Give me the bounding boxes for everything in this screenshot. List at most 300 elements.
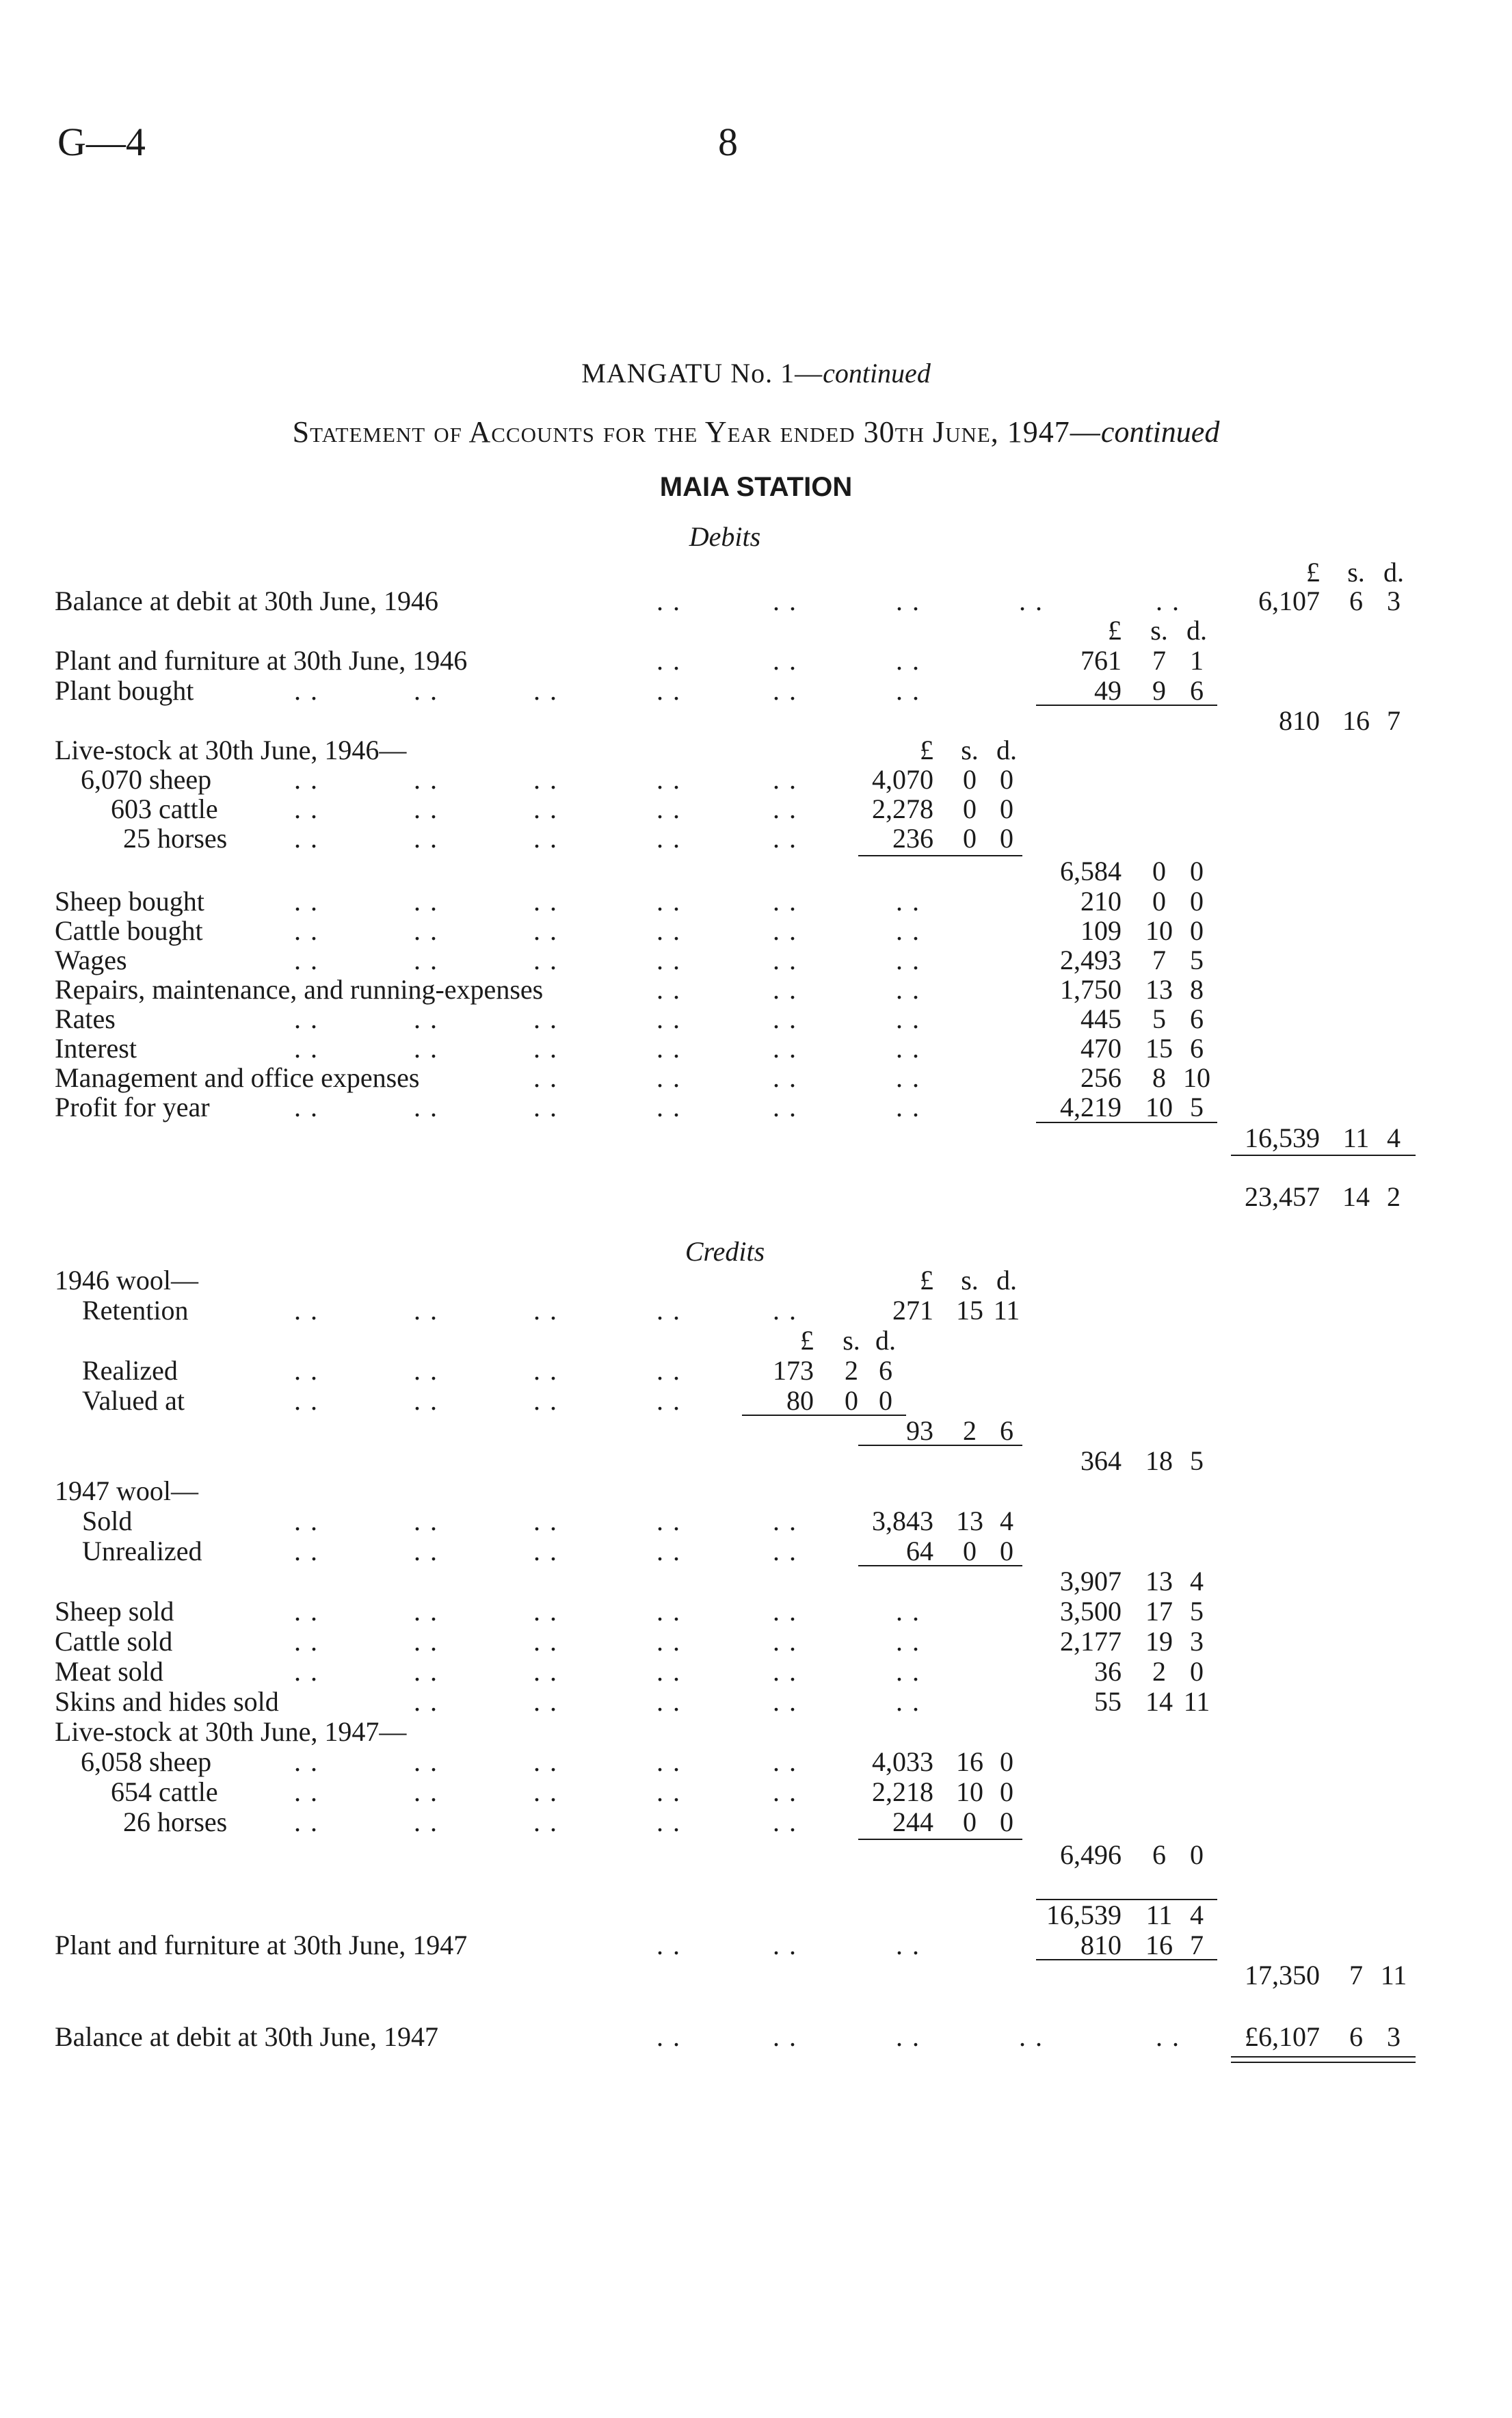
- balance-1946-pence: 3: [1387, 586, 1401, 616]
- debit-item-label: Wages: [55, 945, 127, 975]
- credit-item-shillings: 14: [1145, 1686, 1173, 1717]
- page-code: G—4: [57, 120, 146, 164]
- debit-item-pence: 6: [1190, 1003, 1204, 1034]
- dot-leader: . .: [414, 945, 438, 975]
- livestock-1947-total-shillings: 6: [1152, 1839, 1166, 1870]
- balance-1946-label: Balance at debit at 30th June, 1946: [55, 586, 438, 616]
- debit-item-shillings: 15: [1145, 1033, 1173, 1064]
- dot-leader: . .: [773, 1686, 797, 1717]
- dot-leader: . .: [896, 1596, 920, 1627]
- shillings-heading: s.: [961, 1265, 979, 1296]
- dot-leader: . .: [656, 1355, 681, 1386]
- dot-leader: . .: [656, 1930, 681, 1960]
- balance-1947-pounds: £6,107: [1245, 2021, 1320, 2052]
- dot-leader: . .: [294, 764, 319, 795]
- unrealized-label: Unrealized: [82, 1536, 202, 1566]
- dot-leader: . .: [896, 1033, 920, 1064]
- dot-leader: . .: [533, 1355, 558, 1386]
- livestock-1947-value-shillings: 16: [956, 1746, 983, 1777]
- realized-pence: 6: [879, 1355, 892, 1386]
- credits-subtotal-pence: 4: [1190, 1900, 1204, 1930]
- dot-leader: . .: [533, 1686, 558, 1717]
- wool-1947-total-pence: 4: [1190, 1566, 1204, 1596]
- balance-1947-pence: 3: [1387, 2021, 1401, 2052]
- dot-leader: . .: [773, 764, 797, 795]
- dot-leader: . .: [773, 1062, 797, 1093]
- dot-leader: . .: [294, 1596, 319, 1627]
- valued-at-shillings: 0: [845, 1385, 858, 1416]
- livestock-1947-total-pounds: 6,496: [1060, 1839, 1122, 1870]
- dot-leader: . .: [773, 915, 797, 946]
- dot-leader: . .: [414, 823, 438, 854]
- station-name: MAIA STATION: [659, 472, 853, 502]
- realized-difference-pence: 6: [1000, 1415, 1013, 1446]
- dot-leader: . .: [294, 886, 319, 917]
- plant-total-shillings: 16: [1342, 705, 1370, 736]
- dot-leader: . .: [294, 1626, 319, 1657]
- livestock-1946-value-pence: 0: [1000, 764, 1013, 795]
- livestock-1947-value-pence: 0: [1000, 1806, 1013, 1837]
- pounds-heading: £: [920, 735, 933, 765]
- plant-total-pounds: 810: [1279, 705, 1320, 736]
- dot-leader: . .: [414, 1746, 438, 1777]
- livestock-1947-value-shillings: 10: [956, 1776, 983, 1807]
- realized-difference-shillings: 2: [963, 1415, 977, 1446]
- dot-leader: . .: [294, 1746, 319, 1777]
- dot-leader: . .: [294, 1092, 319, 1122]
- debit-item-pence: 6: [1190, 1033, 1204, 1064]
- wool-1947-total-pounds: 3,907: [1060, 1566, 1122, 1596]
- dot-leader: . .: [896, 586, 920, 616]
- dot-leader: . .: [414, 1626, 438, 1657]
- dot-leader: . .: [773, 945, 797, 975]
- livestock-1946-item: 25 horses: [123, 823, 228, 854]
- dot-leader: . .: [1156, 586, 1180, 616]
- balance-1947-shillings: 6: [1349, 2021, 1363, 2052]
- dot-leader: . .: [533, 823, 558, 854]
- dot-leader: . .: [533, 1062, 558, 1093]
- credits-subtotal-shillings: 11: [1145, 1900, 1173, 1930]
- dot-leader: . .: [656, 675, 681, 706]
- dot-leader: . .: [294, 823, 319, 854]
- realized-pounds: 173: [773, 1355, 814, 1386]
- dot-leader: . .: [533, 1806, 558, 1837]
- debits-total-pounds: 23,457: [1245, 1181, 1320, 1212]
- dot-leader: . .: [773, 1930, 797, 1960]
- wool-1946-total-shillings: 18: [1145, 1445, 1173, 1476]
- credit-item-pence: 11: [1183, 1686, 1210, 1717]
- dot-leader: . .: [414, 1776, 438, 1807]
- debit-item-shillings: 5: [1152, 1003, 1166, 1034]
- valued-at-pounds: 80: [786, 1385, 814, 1416]
- debits-total-shillings: 14: [1342, 1181, 1370, 1212]
- debit-item-pence: 10: [1183, 1062, 1210, 1093]
- dot-leader: . .: [533, 1506, 558, 1536]
- dot-leader: . .: [896, 974, 920, 1005]
- dot-leader: . .: [773, 2021, 797, 2052]
- livestock-1946-value-pounds: 4,070: [872, 764, 933, 795]
- dot-leader: . .: [294, 793, 319, 824]
- dot-leader: . .: [533, 1746, 558, 1777]
- dot-leader: . .: [656, 1596, 681, 1627]
- dot-leader: . .: [414, 1295, 438, 1326]
- dot-leader: . .: [896, 945, 920, 975]
- dot-leader: . .: [656, 823, 681, 854]
- dot-leader: . .: [533, 1536, 558, 1566]
- credit-item-pence: 3: [1190, 1626, 1204, 1657]
- debit-item-shillings: 10: [1145, 1092, 1173, 1122]
- dot-leader: . .: [773, 1776, 797, 1807]
- dot-leader: . .: [656, 1295, 681, 1326]
- dot-leader: . .: [414, 1596, 438, 1627]
- dot-leader: . .: [656, 1033, 681, 1064]
- credit-item-label: Skins and hides sold: [55, 1686, 279, 1717]
- pounds-heading: £: [920, 1265, 933, 1296]
- unrealized-pence: 0: [1000, 1536, 1013, 1566]
- plant-bought-shillings: 9: [1152, 675, 1166, 706]
- dot-leader: . .: [294, 1295, 319, 1326]
- pence-heading: d.: [1383, 557, 1404, 588]
- dot-leader: . .: [656, 1092, 681, 1122]
- debit-item-pence: 8: [1190, 974, 1204, 1005]
- valued-at-label: Valued at: [82, 1385, 185, 1416]
- dot-leader: . .: [294, 1003, 319, 1034]
- debit-item-pounds: 470: [1080, 1033, 1122, 1064]
- page-number: 8: [718, 120, 738, 164]
- credit-item-pounds: 55: [1094, 1686, 1122, 1717]
- dot-leader: . .: [294, 1776, 319, 1807]
- dot-leader: . .: [1156, 2021, 1180, 2052]
- report-title: MANGATU No. 1—continued: [581, 358, 931, 389]
- dot-leader: . .: [656, 1686, 681, 1717]
- dot-leader: . .: [294, 1656, 319, 1687]
- debits-heading: Debits: [689, 521, 761, 552]
- plant-1946-pounds: 761: [1080, 645, 1122, 676]
- debits-subtotal-shillings: 11: [1342, 1122, 1370, 1153]
- dot-leader: . .: [656, 1506, 681, 1536]
- dot-leader: . .: [896, 675, 920, 706]
- livestock-1946-value-shillings: 0: [963, 823, 977, 854]
- pence-heading: d.: [996, 735, 1017, 765]
- livestock-1946-item: 6,070 sheep: [81, 764, 212, 795]
- pounds-heading: £: [1108, 615, 1122, 646]
- plant-1947-pounds: 810: [1080, 1930, 1122, 1960]
- realized-difference-pounds: 93: [906, 1415, 933, 1446]
- pounds-heading: £: [1306, 557, 1320, 588]
- dot-leader: . .: [773, 1626, 797, 1657]
- credit-item-label: Sheep sold: [55, 1596, 174, 1627]
- dot-leader: . .: [656, 945, 681, 975]
- plant-bought-label: Plant bought: [55, 675, 194, 706]
- credit-item-label: Meat sold: [55, 1656, 163, 1687]
- livestock-1946-value-shillings: 0: [963, 793, 977, 824]
- debits-total-pence: 2: [1387, 1181, 1401, 1212]
- plant-1946-pence: 1: [1190, 645, 1204, 676]
- credits-subtotal-pounds: 16,539: [1046, 1900, 1122, 1930]
- livestock-1946-label: Live-stock at 30th June, 1946—: [55, 735, 407, 765]
- dot-leader: . .: [773, 645, 797, 676]
- dot-leader: . .: [656, 1536, 681, 1566]
- debit-item-pounds: 4,219: [1060, 1092, 1122, 1122]
- dot-leader: . .: [656, 1746, 681, 1777]
- retention-pounds: 271: [892, 1295, 933, 1326]
- debit-item-pence: 5: [1190, 945, 1204, 975]
- dot-leader: . .: [533, 675, 558, 706]
- dot-leader: . .: [414, 1656, 438, 1687]
- dot-leader: . .: [656, 764, 681, 795]
- credits-heading: Credits: [685, 1236, 765, 1267]
- debit-item-shillings: 10: [1145, 915, 1173, 946]
- debit-item-pence: 0: [1190, 915, 1204, 946]
- credit-item-pounds: 2,177: [1060, 1626, 1122, 1657]
- dot-leader: . .: [896, 645, 920, 676]
- dot-leader: . .: [656, 1003, 681, 1034]
- pence-heading: d.: [875, 1325, 896, 1356]
- dot-leader: . .: [414, 675, 438, 706]
- dot-leader: . .: [533, 1626, 558, 1657]
- dot-leader: . .: [414, 1355, 438, 1386]
- livestock-1946-total-pounds: 6,584: [1060, 856, 1122, 886]
- livestock-1947-item: 6,058 sheep: [81, 1746, 212, 1777]
- credit-item-shillings: 17: [1145, 1596, 1173, 1627]
- dot-leader: . .: [533, 1776, 558, 1807]
- livestock-1946-value-pounds: 2,278: [872, 793, 933, 824]
- livestock-1947-label: Live-stock at 30th June, 1947—: [55, 1716, 407, 1747]
- wool-1946-total-pounds: 364: [1080, 1445, 1122, 1476]
- debit-item-label: Repairs, maintenance, and running-expenses: [55, 974, 544, 1005]
- debit-item-pounds: 210: [1080, 886, 1122, 917]
- dot-leader: . .: [533, 1092, 558, 1122]
- dot-leader: . .: [414, 1092, 438, 1122]
- dot-leader: . .: [414, 1506, 438, 1536]
- dot-leader: . .: [294, 1536, 319, 1566]
- livestock-1946-item: 603 cattle: [111, 793, 218, 824]
- pence-heading: d.: [996, 1265, 1017, 1296]
- livestock-1946-value-pence: 0: [1000, 793, 1013, 824]
- balance-1946-shillings: 6: [1349, 586, 1363, 616]
- livestock-1947-total-pence: 0: [1190, 1839, 1204, 1870]
- dot-leader: . .: [773, 586, 797, 616]
- dot-leader: . .: [896, 1930, 920, 1960]
- dot-leader: . .: [533, 886, 558, 917]
- dot-leader: . .: [1019, 2021, 1044, 2052]
- dot-leader: . .: [773, 1596, 797, 1627]
- valued-at-pence: 0: [879, 1385, 892, 1416]
- dot-leader: . .: [533, 1656, 558, 1687]
- dot-leader: . .: [414, 915, 438, 946]
- plant-1946-label: Plant and furniture at 30th June, 1946: [55, 645, 468, 676]
- dot-leader: . .: [773, 1003, 797, 1034]
- livestock-1947-value-pence: 0: [1000, 1776, 1013, 1807]
- dot-leader: . .: [656, 793, 681, 824]
- dot-leader: . .: [773, 1536, 797, 1566]
- livestock-1947-item: 654 cattle: [111, 1776, 218, 1807]
- unrealized-shillings: 0: [963, 1536, 977, 1566]
- dot-leader: . .: [294, 1033, 319, 1064]
- debit-item-shillings: 13: [1145, 974, 1173, 1005]
- wool-1946-total-pence: 5: [1190, 1445, 1204, 1476]
- dot-leader: . .: [414, 1033, 438, 1064]
- dot-leader: . .: [773, 1092, 797, 1122]
- debit-item-label: Sheep bought: [55, 886, 204, 917]
- wool-1947-label: 1947 wool—: [55, 1475, 198, 1506]
- livestock-1947-value-shillings: 0: [963, 1806, 977, 1837]
- credit-item-pounds: 36: [1094, 1656, 1122, 1687]
- dot-leader: . .: [656, 1062, 681, 1093]
- debit-item-label: Cattle bought: [55, 915, 203, 946]
- balance-1946-pounds: 6,107: [1258, 586, 1320, 616]
- retention-pence: 11: [993, 1295, 1020, 1326]
- debit-item-label: Management and office expenses: [55, 1062, 420, 1093]
- dot-leader: . .: [656, 2021, 681, 2052]
- credit-item-shillings: 2: [1152, 1656, 1166, 1687]
- livestock-1947-value-pounds: 244: [892, 1806, 933, 1837]
- dot-leader: . .: [773, 675, 797, 706]
- debit-item-pence: 0: [1190, 886, 1204, 917]
- dot-leader: . .: [896, 1092, 920, 1122]
- dot-leader: . .: [294, 915, 319, 946]
- livestock-1946-value-pounds: 236: [892, 823, 933, 854]
- credit-item-shillings: 19: [1145, 1626, 1173, 1657]
- dot-leader: . .: [414, 1536, 438, 1566]
- debits-subtotal-pence: 4: [1387, 1122, 1401, 1153]
- shillings-heading: s.: [961, 735, 979, 765]
- dot-leader: . .: [294, 945, 319, 975]
- sold-shillings: 13: [956, 1506, 983, 1536]
- wool-1947-total-shillings: 13: [1145, 1566, 1173, 1596]
- debit-item-label: Interest: [55, 1033, 137, 1064]
- dot-leader: . .: [896, 886, 920, 917]
- double-rule: [1231, 2056, 1416, 2063]
- plant-bought-pence: 6: [1190, 675, 1204, 706]
- dot-leader: . .: [414, 886, 438, 917]
- dot-leader: . .: [656, 974, 681, 1005]
- credit-item-pounds: 3,500: [1060, 1596, 1122, 1627]
- livestock-1947-value-pounds: 2,218: [872, 1776, 933, 1807]
- livestock-1947-value-pence: 0: [1000, 1746, 1013, 1777]
- dot-leader: . .: [533, 1295, 558, 1326]
- dot-leader: . .: [533, 915, 558, 946]
- dot-leader: . .: [773, 974, 797, 1005]
- dot-leader: . .: [896, 1656, 920, 1687]
- dot-leader: . .: [414, 1806, 438, 1837]
- shillings-heading: s.: [843, 1325, 860, 1356]
- dot-leader: . .: [294, 1355, 319, 1386]
- sold-pounds: 3,843: [872, 1506, 933, 1536]
- livestock-1946-value-shillings: 0: [963, 764, 977, 795]
- dot-leader: . .: [656, 915, 681, 946]
- dot-leader: . .: [896, 1686, 920, 1717]
- wool-1946-label: 1946 wool—: [55, 1265, 198, 1296]
- dot-leader: . .: [773, 793, 797, 824]
- dot-leader: . .: [656, 1776, 681, 1807]
- sold-label: Sold: [82, 1506, 133, 1536]
- dot-leader: . .: [656, 645, 681, 676]
- sold-pence: 4: [1000, 1506, 1013, 1536]
- plant-bought-pounds: 49: [1094, 675, 1122, 706]
- pounds-heading: £: [800, 1325, 814, 1356]
- dot-leader: . .: [896, 2021, 920, 2052]
- dot-leader: . .: [533, 1003, 558, 1034]
- credits-total-shillings: 7: [1349, 1960, 1363, 1990]
- plant-1947-shillings: 16: [1145, 1930, 1173, 1960]
- debit-item-shillings: 8: [1152, 1062, 1166, 1093]
- dot-leader: . .: [414, 1385, 438, 1416]
- dot-leader: . .: [294, 1806, 319, 1837]
- credit-item-pence: 5: [1190, 1596, 1204, 1627]
- dot-leader: . .: [533, 1033, 558, 1064]
- dot-leader: . .: [414, 1686, 438, 1717]
- debit-item-shillings: 0: [1152, 886, 1166, 917]
- livestock-1947-item: 26 horses: [123, 1806, 228, 1837]
- dot-leader: . .: [1019, 586, 1044, 616]
- credits-total-pounds: 17,350: [1245, 1960, 1320, 1990]
- plant-1947-pence: 7: [1190, 1930, 1204, 1960]
- statement-title: Statement of Accounts for the Year ended 30th June, 1947—continued: [292, 415, 1220, 449]
- dot-leader: . .: [896, 1003, 920, 1034]
- debits-subtotal-pounds: 16,539: [1245, 1122, 1320, 1153]
- total-rule: [1231, 1155, 1416, 1156]
- retention-label: Retention: [82, 1295, 189, 1326]
- dot-leader: . .: [294, 1385, 319, 1416]
- livestock-1946-value-pence: 0: [1000, 823, 1013, 854]
- realized-label: Realized: [82, 1355, 178, 1386]
- retention-shillings: 15: [956, 1295, 983, 1326]
- plant-1947-label: Plant and furniture at 30th June, 1947: [55, 1930, 468, 1960]
- dot-leader: . .: [656, 886, 681, 917]
- dot-leader: . .: [896, 1062, 920, 1093]
- debit-item-pounds: 2,493: [1060, 945, 1122, 975]
- dot-leader: . .: [656, 586, 681, 616]
- debit-item-label: Profit for year: [55, 1092, 210, 1122]
- livestock-1946-total-shillings: 0: [1152, 856, 1166, 886]
- dot-leader: . .: [533, 1596, 558, 1627]
- dot-leader: . .: [414, 764, 438, 795]
- dot-leader: . .: [773, 1806, 797, 1837]
- dot-leader: . .: [533, 945, 558, 975]
- livestock-1946-total-pence: 0: [1190, 856, 1204, 886]
- shillings-heading: s.: [1150, 615, 1168, 646]
- plant-1946-shillings: 7: [1152, 645, 1166, 676]
- debit-item-pounds: 109: [1080, 915, 1122, 946]
- debit-item-shillings: 7: [1152, 945, 1166, 975]
- shillings-heading: s.: [1347, 557, 1365, 588]
- realized-shillings: 2: [845, 1355, 858, 1386]
- dot-leader: . .: [414, 1003, 438, 1034]
- pence-heading: d.: [1186, 615, 1207, 646]
- dot-leader: . .: [656, 1806, 681, 1837]
- credits-total-pence: 11: [1380, 1960, 1407, 1990]
- dot-leader: . .: [533, 764, 558, 795]
- dot-leader: . .: [294, 675, 319, 706]
- credit-item-pence: 0: [1190, 1656, 1204, 1687]
- dot-leader: . .: [773, 1506, 797, 1536]
- unrealized-pounds: 64: [906, 1536, 933, 1566]
- credit-item-label: Cattle sold: [55, 1626, 173, 1657]
- debit-item-pence: 5: [1190, 1092, 1204, 1122]
- livestock-1947-value-pounds: 4,033: [872, 1746, 933, 1777]
- dot-leader: . .: [533, 793, 558, 824]
- debit-item-label: Rates: [55, 1003, 116, 1034]
- dot-leader: . .: [773, 1656, 797, 1687]
- dot-leader: . .: [773, 823, 797, 854]
- plant-total-pence: 7: [1387, 705, 1401, 736]
- dot-leader: . .: [773, 886, 797, 917]
- dot-leader: . .: [294, 1506, 319, 1536]
- dot-leader: . .: [773, 1295, 797, 1326]
- dot-leader: . .: [656, 1385, 681, 1416]
- debit-item-pounds: 1,750: [1060, 974, 1122, 1005]
